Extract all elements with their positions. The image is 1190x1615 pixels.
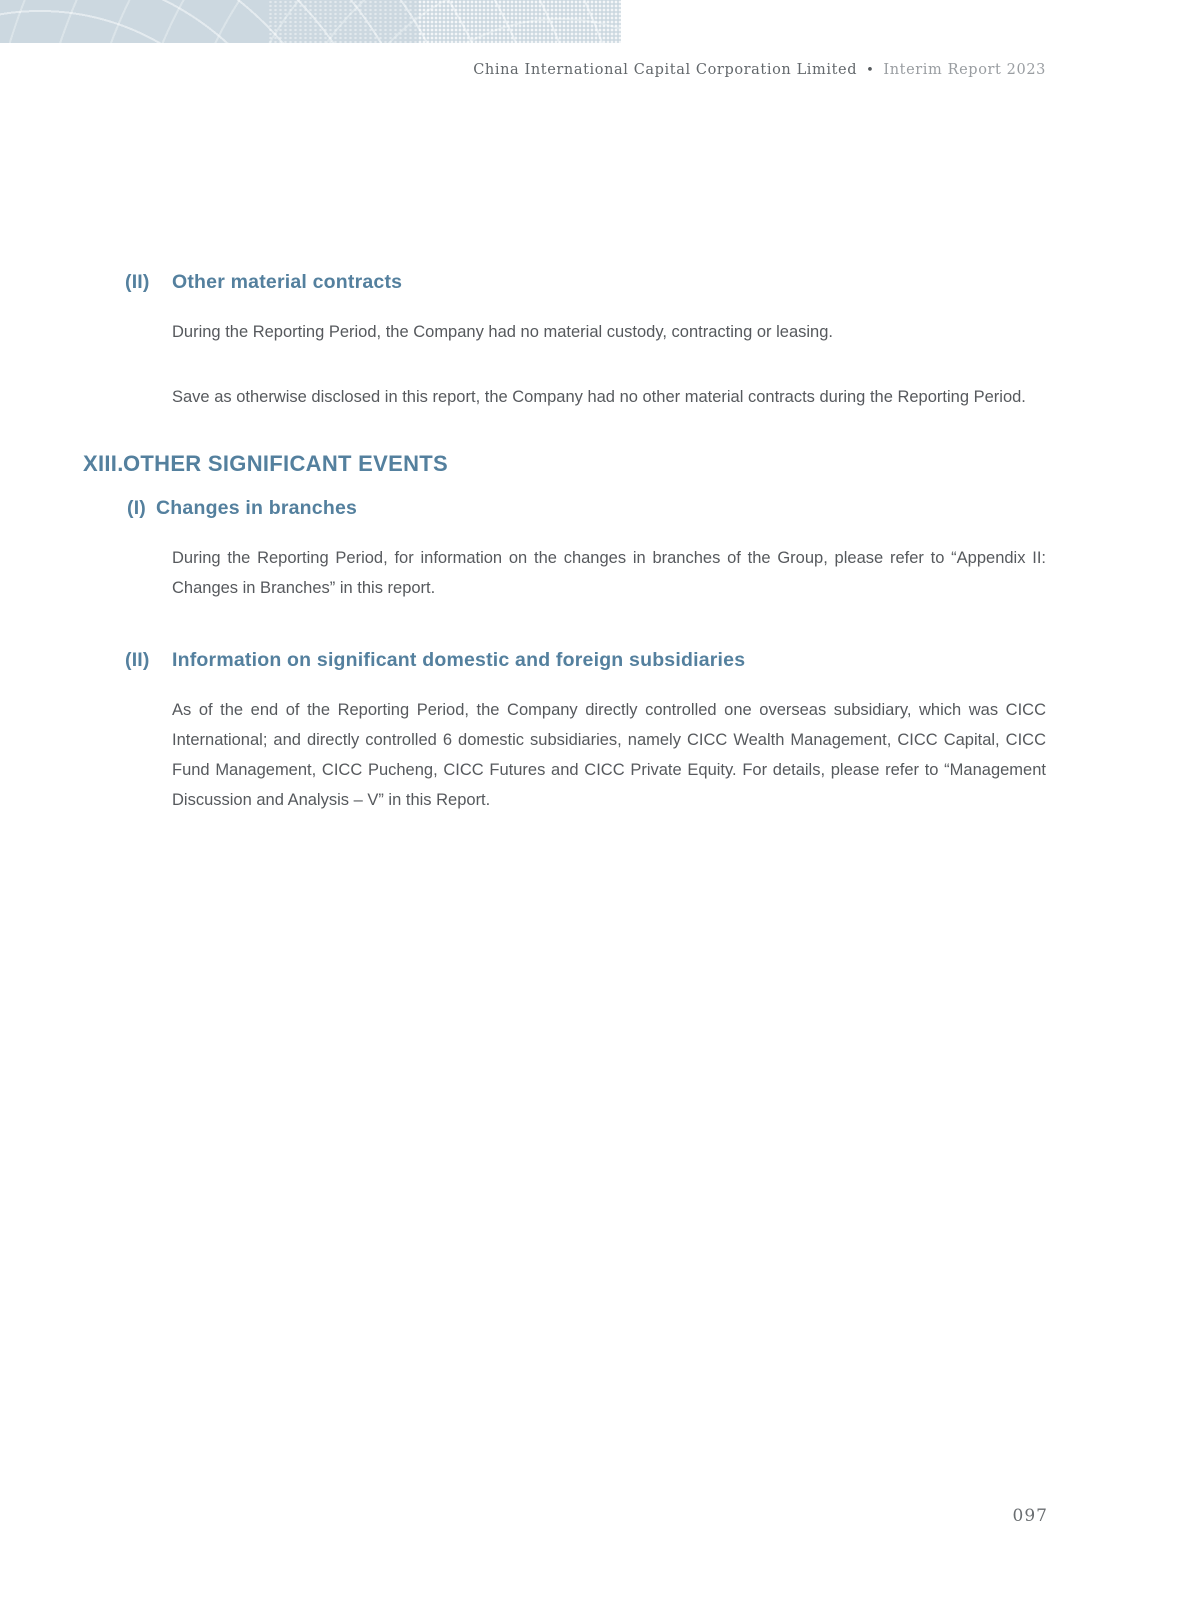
paragraph-branches: During the Reporting Period, for information on the changes in branches of the Group, please refer to “Appendix II: Changes in Branches” in this report. (172, 549, 1046, 597)
report-title: Interim Report 2023 (883, 62, 1046, 78)
paragraph-save-as-disclosed: Save as otherwise disclosed in this report, the Company had no other material contracts during the Reporting Period. (172, 388, 1026, 406)
heading-other-significant-events (83, 451, 1190, 476)
section-title: Changes in branches (156, 497, 358, 519)
section-label: (II) (125, 271, 150, 293)
section-label: XIII. (83, 451, 124, 476)
separator-dot: • (866, 63, 875, 78)
section-title: OTHER SIGNIFICANT EVENTS (123, 451, 448, 476)
page-number: 097 (1012, 1506, 1048, 1526)
heading-changes-in-branches (127, 497, 1190, 520)
company-name: China International Capital Corporation Limited (473, 62, 858, 78)
section-title: Information on significant domestic and foreign subsidiaries (172, 649, 746, 671)
heading-other-material-contracts (125, 271, 1190, 294)
paragraph-subsidiaries: As of the end of the Reporting Period, the Company directly controlled one overseas subsidiary, which was CICC International; and directly controlled 6 domestic subsidiaries, namely CICC Wealth Management, CICC Capital, CICC Fund Management, CICC Pucheng, CICC Futures and CICC Private Equity. For details, please refer to “Management Discussion and Analysis – V” in this Report. (172, 701, 1046, 809)
section-label: (I) (127, 497, 147, 519)
paragraph-custody: During the Reporting Period, the Company had no material custody, contracting or leasing. (172, 323, 833, 341)
heading-subsidiaries (125, 649, 1190, 672)
section-label: (II) (125, 649, 150, 671)
section-title: Other material contracts (172, 271, 403, 293)
